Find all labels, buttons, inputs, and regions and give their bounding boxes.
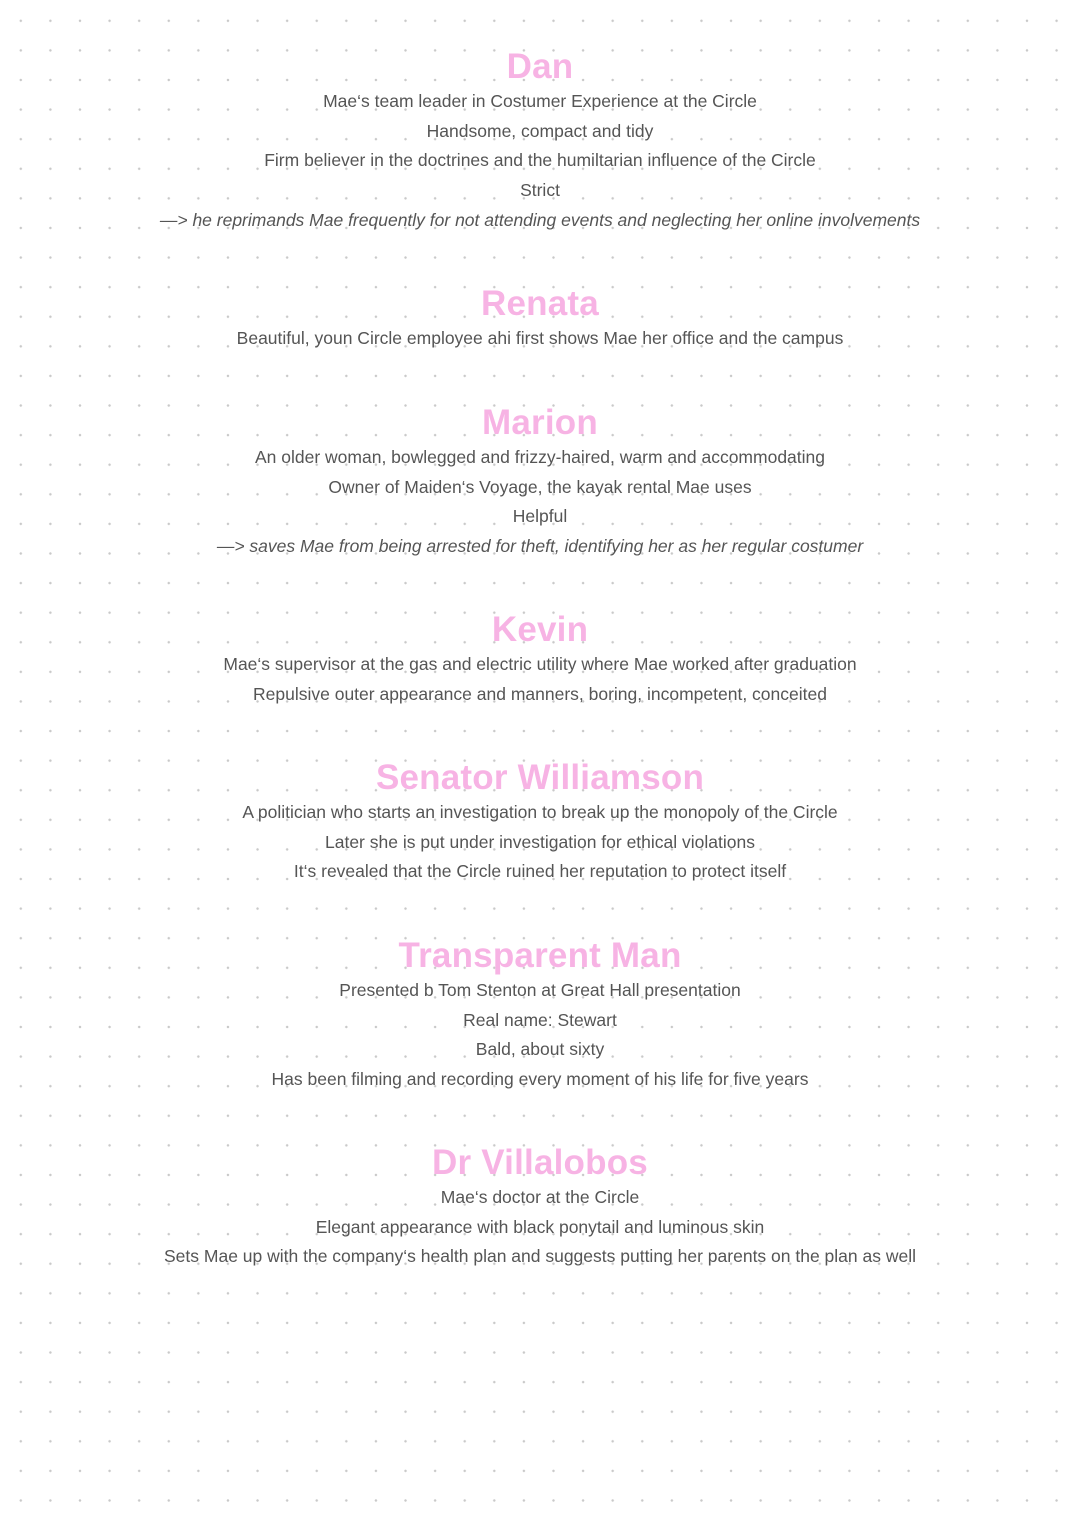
character-detail: Owner of Maiden‘s Voyage, the kayak rental Mae uses	[328, 476, 752, 497]
character-detail: Beautiful, youn Circle employee ahi first shows Mae her office and the campus	[236, 328, 844, 348]
character-note: —> saves Mae from being arrested for theft, identifying her as her regular costumer	[216, 536, 864, 557]
character-detail: Firm believer in the doctrines and the humiltarian influence of the Circle	[264, 150, 816, 171]
character-detail: Later she is put under investigation for ethical violations	[325, 831, 755, 852]
character-section-marion	[0, 403, 1080, 562]
character-detail: Mae‘s team leader in Costumer Experience at the Circle	[323, 91, 757, 111]
character-note: —> he reprimands Mae frequently for not attending events and neglecting her online involvements	[159, 209, 921, 230]
character-detail: Sets Mae up with the company‘s health plan and suggests putting her parents on the plan as well	[164, 1246, 916, 1267]
character-detail: Helpful	[512, 506, 568, 527]
character-detail: Bald, about sixty	[475, 1039, 605, 1060]
character-section-dan	[0, 47, 1080, 236]
character-detail: Elegant appearance with black ponytail and luminous skin	[315, 1216, 765, 1237]
character-section-dr-villalobos	[0, 1143, 1080, 1272]
character-detail: Handsome, compact and tidy	[426, 120, 654, 141]
character-detail: Presented b Tom Stenton at Great Hall presentation	[339, 980, 741, 1000]
character-detail: Repulsive outer appearance and manners, boring, incompetent, conceited	[253, 683, 827, 704]
character-section-kevin	[0, 610, 1080, 709]
character-detail: An older woman, bowlegged and frizzy-haired, warm and accommodating	[254, 447, 825, 467]
character-section-renata	[0, 284, 1080, 354]
character-name: Dan	[506, 47, 574, 86]
character-detail: Real name: Stewart	[463, 1009, 617, 1030]
character-detail: A politician who starts an investigation to break up the monopoly of the Circle	[242, 802, 838, 822]
character-name: Senator Williamson	[375, 758, 705, 797]
character-name: Transparent Man	[398, 936, 682, 975]
character-name: Dr Villalobos	[432, 1143, 648, 1182]
character-section-senator-williamson	[0, 758, 1080, 887]
character-detail: Mae‘s supervisor at the gas and electric utility where Mae worked after graduation	[223, 654, 857, 674]
character-name: Renata	[481, 284, 599, 323]
character-detail: Has been filming and recording every moment of his life for five years	[271, 1069, 809, 1090]
character-detail: It‘s revealed that the Circle ruined her reputation to protect itself	[293, 861, 787, 882]
character-detail: Mae‘s doctor at the Circle	[440, 1187, 640, 1207]
character-name: Marion	[482, 403, 598, 442]
character-detail: Strict	[520, 180, 560, 201]
character-name: Kevin	[491, 610, 589, 649]
character-section-transparent-man	[0, 936, 1080, 1095]
